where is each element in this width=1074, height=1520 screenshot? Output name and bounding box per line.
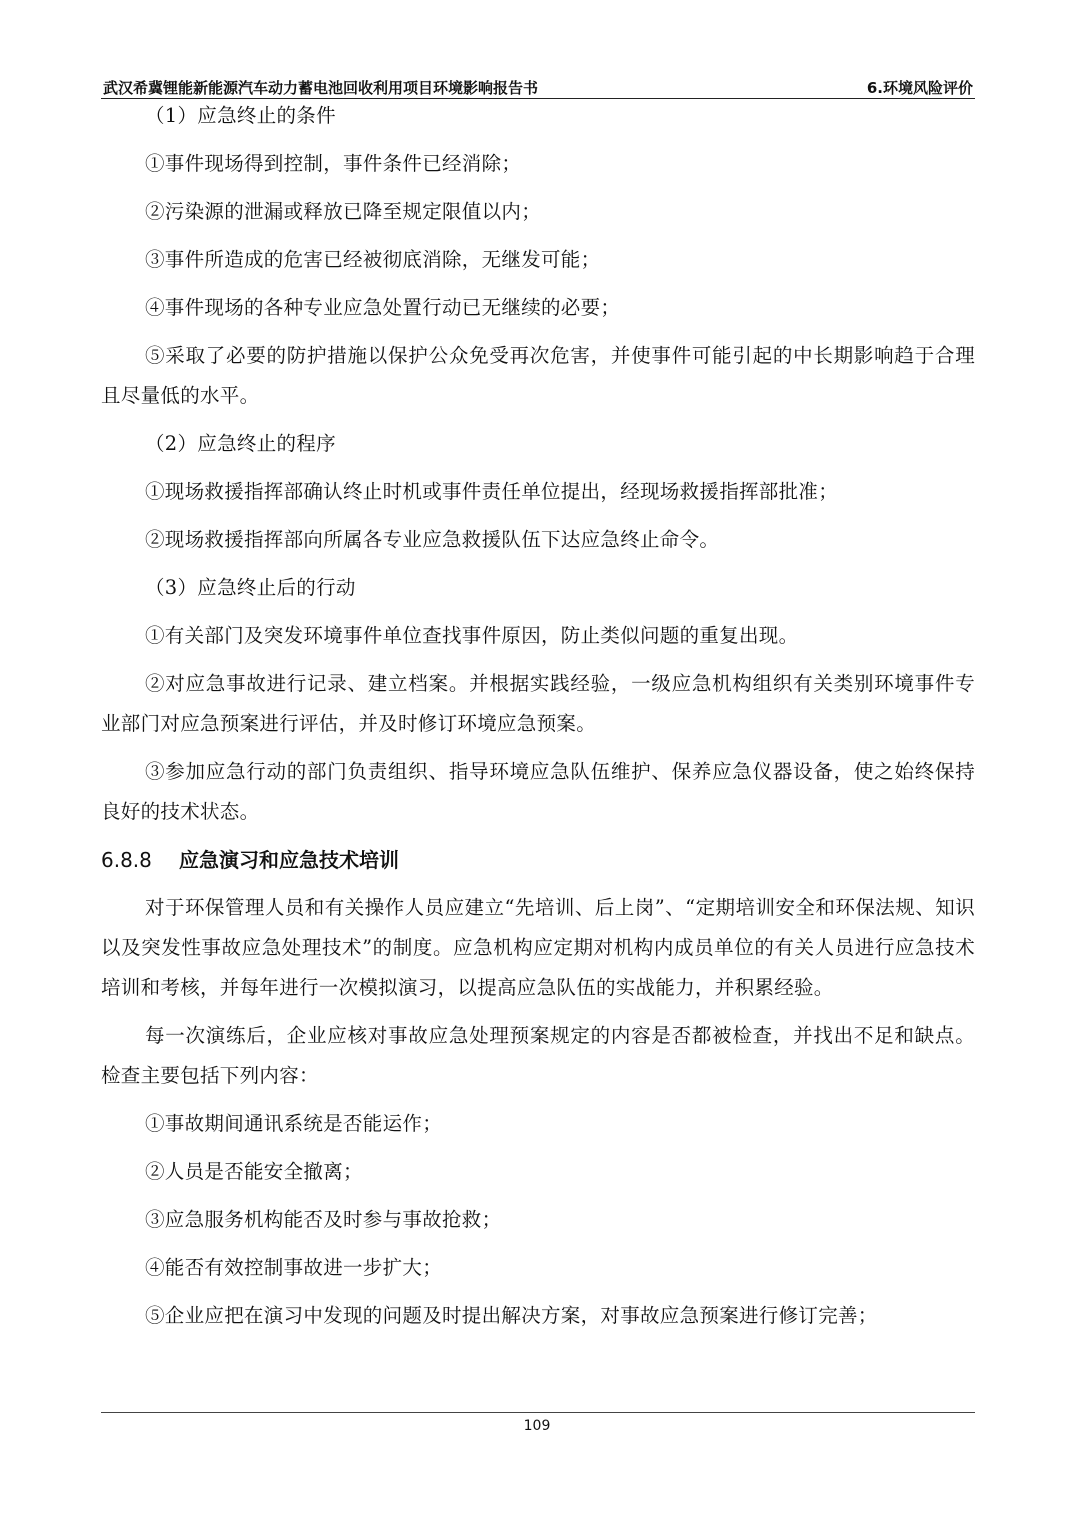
- paragraph: ①事故期间通讯系统是否能运作；: [145, 1112, 443, 1135]
- page-number: 109: [523, 1418, 551, 1434]
- section-title: 应急演习和应急技术培训: [179, 848, 399, 872]
- paragraph-action-heading: （3）应急终止后的行动: [145, 576, 356, 599]
- paragraph-procedure-heading: （2）应急终止的程序: [145, 432, 336, 455]
- paragraph: ⑤采取了必要的防护措施以保护公众免受再次危害，并使事件可能引起的中长期影响趋于合理且尽量低的水平。: [101, 344, 975, 407]
- paragraph: ①有关部门及突发环境事件单位查找事件原因，防止类似问题的重复出现。: [145, 624, 799, 647]
- paragraph: ②现场救援指挥部向所属各专业应急救援队伍下达应急终止命令。: [145, 528, 720, 551]
- section-number: 6.8.8: [101, 848, 152, 872]
- paragraph: 对于环保管理人员和有关操作人员应建立“先培训、后上岗”、“定期培训安全和环保法规、知识以及突发性事故应急处理技术”的制度。应急机构应定期对机构内成员单位的有关人员进行应急技术培训和考核，并每年进行一次模拟演习，以提高应急队伍的实战能力，并积累经验。: [101, 896, 975, 999]
- paragraph: ①现场救援指挥部确认终止时机或事件责任单位提出，经现场救援指挥部批准；: [145, 480, 839, 503]
- paragraph: ④事件现场的各种专业应急处置行动已无继续的必要；: [145, 296, 621, 319]
- page-body: [101, 100, 975, 1340]
- paragraph: ②污染源的泄漏或释放已降至规定限值以内；: [145, 200, 542, 223]
- paragraph: ②人员是否能安全撤离；: [145, 1160, 363, 1183]
- paragraph-condition-heading: （1）应急终止的条件: [145, 104, 336, 127]
- paragraph: ④能否有效控制事故进一步扩大；: [145, 1256, 443, 1279]
- footer-divider: [101, 1412, 975, 1413]
- paragraph: ⑤企业应把在演习中发现的问题及时提出解决方案，对事故应急预案进行修订完善；: [145, 1304, 878, 1327]
- paragraph: ①事件现场得到控制，事件条件已经消除；: [145, 152, 522, 175]
- header-document-title: 武汉希冀锂能新能源汽车动力蓄电池回收利用项目环境影响报告书: [103, 79, 539, 97]
- paragraph: ②对应急事故进行记录、建立档案。并根据实践经验，一级应急机构组织有关类别环境事件专业部门对应急预案进行评估，并及时修订环境应急预案。: [101, 672, 975, 735]
- paragraph: ③事件所造成的危害已经被彻底消除，无继发可能；: [145, 248, 601, 271]
- paragraph: ③参加应急行动的部门负责组织、指导环境应急队伍维护、保养应急仪器设备，使之始终保持良好的技术状态。: [101, 760, 975, 823]
- paragraph: 每一次演练后，企业应核对事故应急处理预案规定的内容是否都被检查，并找出不足和缺点。检查主要包括下列内容：: [101, 1024, 975, 1087]
- paragraph: ③应急服务机构能否及时参与事故抢救；: [145, 1208, 502, 1231]
- header-chapter-title: 6.环境风险评价: [866, 79, 973, 97]
- section-heading: [101, 836, 975, 884]
